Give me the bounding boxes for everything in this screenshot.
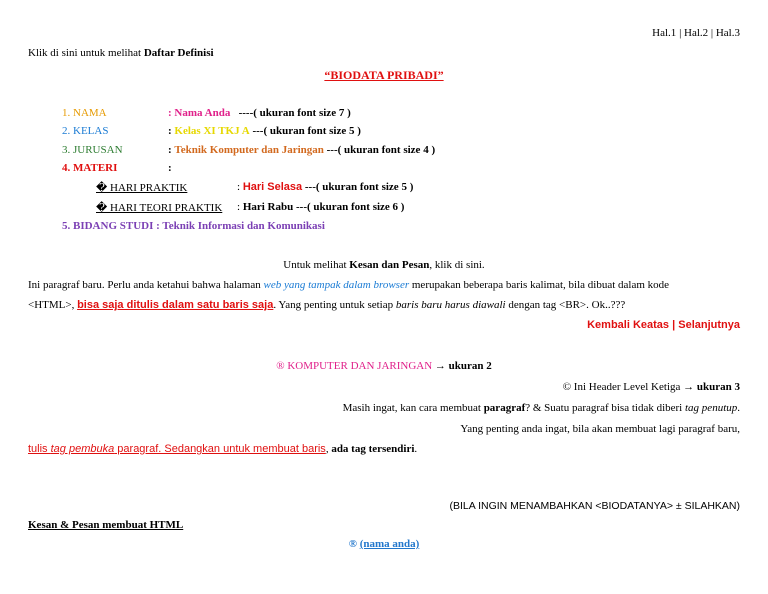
tulis-bold: ada tag tersendiri — [328, 443, 415, 455]
arrow-icon: → — [683, 381, 695, 393]
tulis-text: paragraf. Sedangkan untuk membuat baris — [114, 443, 326, 455]
page-link-3[interactable]: Hal.3 — [715, 27, 740, 39]
kesan-pre: Untuk melihat — [283, 259, 350, 271]
heading-3-note: ukuran 3 — [694, 381, 740, 393]
paragraph-text: <HTML>, — [28, 299, 78, 311]
heading-2-note: ukuran 2 — [445, 360, 492, 372]
daftar-prefix: Klik di sini untuk melihat — [28, 47, 144, 59]
teori-label: � HARI TEORI PRAKTIK — [96, 202, 223, 214]
arrow-icon: → — [434, 360, 446, 372]
tulis-text: tulis — [28, 443, 51, 455]
daftar-definisi-link[interactable]: Daftar Definisi — [143, 47, 214, 59]
page-link-2[interactable]: Hal.2 — [684, 27, 709, 39]
nama-note: ----( ukuran font size 7 ) — [238, 107, 351, 119]
paragraph-line-1 — [28, 279, 669, 291]
nama-colon: : — [168, 107, 172, 119]
kesan-line — [0, 259, 768, 271]
kelas-note: ---( ukuran font size 5 ) — [252, 125, 361, 137]
kesan-pesan-title: Kesan & Pesan membuat HTML — [28, 519, 184, 531]
jurusan-value: Teknik Komputer dan Jaringan — [174, 144, 324, 156]
registered-icon: ® — [348, 538, 357, 550]
teori-note: ---( ukuran font size 6 ) — [296, 201, 405, 213]
tulis-line — [28, 443, 417, 455]
nama-row — [168, 107, 351, 119]
nama-anda-link[interactable]: (nama anda) — [359, 538, 420, 550]
kelas-value: Kelas XI TKJ A — [174, 125, 250, 137]
jurusan-row — [168, 144, 435, 156]
kesan-post: , klik di sini. — [429, 259, 485, 271]
tulis-period: . — [414, 443, 418, 455]
heading-3-text: © Ini Header Level Ketiga — [562, 381, 684, 393]
heading-2 — [0, 360, 768, 372]
kembali-keatas-link[interactable]: Kembali Keatas — [587, 319, 670, 331]
page-title: “BIODATA PRIBADI” — [324, 68, 444, 82]
jurusan-label: 3. JURUSAN — [62, 144, 123, 156]
footer-link-row — [0, 538, 768, 550]
bidang-value: Teknik Informasi dan Komunikasi — [162, 220, 325, 232]
tulis-comma: , — [325, 443, 329, 455]
bidang-label: 5. BIDANG STUDI — [62, 220, 154, 232]
right-para-line-1 — [343, 402, 740, 414]
paragraph-text: . Yang penting untuk setiap — [273, 299, 396, 311]
tulis-italic: tag pembuka — [50, 443, 115, 455]
bidang-colon: : — [156, 220, 160, 232]
paragraph-bold: paragraf — [483, 402, 526, 414]
nama-value: Nama Anda — [174, 107, 231, 119]
kelas-row — [168, 125, 361, 137]
daftar-line — [28, 47, 214, 59]
materi-colon: : — [168, 162, 172, 174]
paragraph-italic: baris baru harus diawali — [395, 299, 506, 311]
jurusan-note: ---( ukuran font size 4 ) — [326, 144, 436, 156]
materi-label: 4. MATERI — [62, 162, 118, 174]
teori-value: Hari Rabu — [242, 201, 294, 213]
nama-label: 1. NAMA — [62, 107, 107, 119]
page-link-1[interactable]: Hal.1 — [652, 27, 677, 39]
praktik-label: � HARI PRAKTIK — [96, 182, 188, 194]
biodatanya-note: (BILA INGIN MENAMBAHKAN <BIODATANYA> ± SILAHKAN) — [449, 500, 740, 512]
web-link[interactable]: web yang tampak dalam browser — [263, 279, 410, 291]
tulis-link[interactable] — [28, 443, 326, 455]
heading-3 — [563, 381, 740, 393]
teori-colon: : — [237, 201, 241, 213]
kesan-link[interactable]: Kesan dan Pesan — [349, 259, 430, 271]
paragraph-text: dengan tag <BR>. Ok..??? — [505, 299, 626, 311]
praktik-row — [237, 181, 413, 193]
nav-sep: | — [669, 319, 679, 331]
paragraph-text: ? & Suatu paragraf bisa tidak diberi — [525, 402, 685, 414]
right-para-line-2: Yang penting anda ingat, bila akan membuat lagi paragraf baru, — [460, 423, 740, 435]
paragraph-italic: tag penutup — [685, 402, 738, 414]
teori-row — [237, 201, 404, 213]
kelas-colon: : — [168, 125, 172, 137]
heading-2-text: ® KOMPUTER DAN JARINGAN — [276, 360, 435, 372]
kelas-label: 2. KELAS — [62, 125, 109, 137]
bidang-row — [62, 220, 325, 232]
satu-baris-link[interactable]: bisa saja ditulis dalam satu baris saja — [77, 299, 274, 311]
paragraph-text: Ini paragraf baru. Perlu anda ketahui bahwa halaman — [28, 279, 264, 291]
selanjutnya-link[interactable]: Selanjutnya — [678, 319, 740, 331]
praktik-note: ---( ukuran font size 5 ) — [304, 181, 414, 193]
paragraph-text: merupakan beberapa baris kalimat, bila dibuat dalam kode — [409, 279, 670, 291]
praktik-colon: : — [237, 181, 241, 193]
jurusan-colon: : — [168, 144, 172, 156]
paragraph-text: . — [737, 402, 740, 414]
praktik-value: Hari Selasa — [242, 181, 303, 193]
nav-links — [587, 319, 740, 331]
page-sep: | — [708, 27, 716, 39]
paragraph-text: Masih ingat, kan cara membuat — [342, 402, 484, 414]
paragraph-line-2 — [28, 299, 625, 311]
page-nav — [652, 27, 740, 39]
page-sep: | — [676, 27, 685, 39]
